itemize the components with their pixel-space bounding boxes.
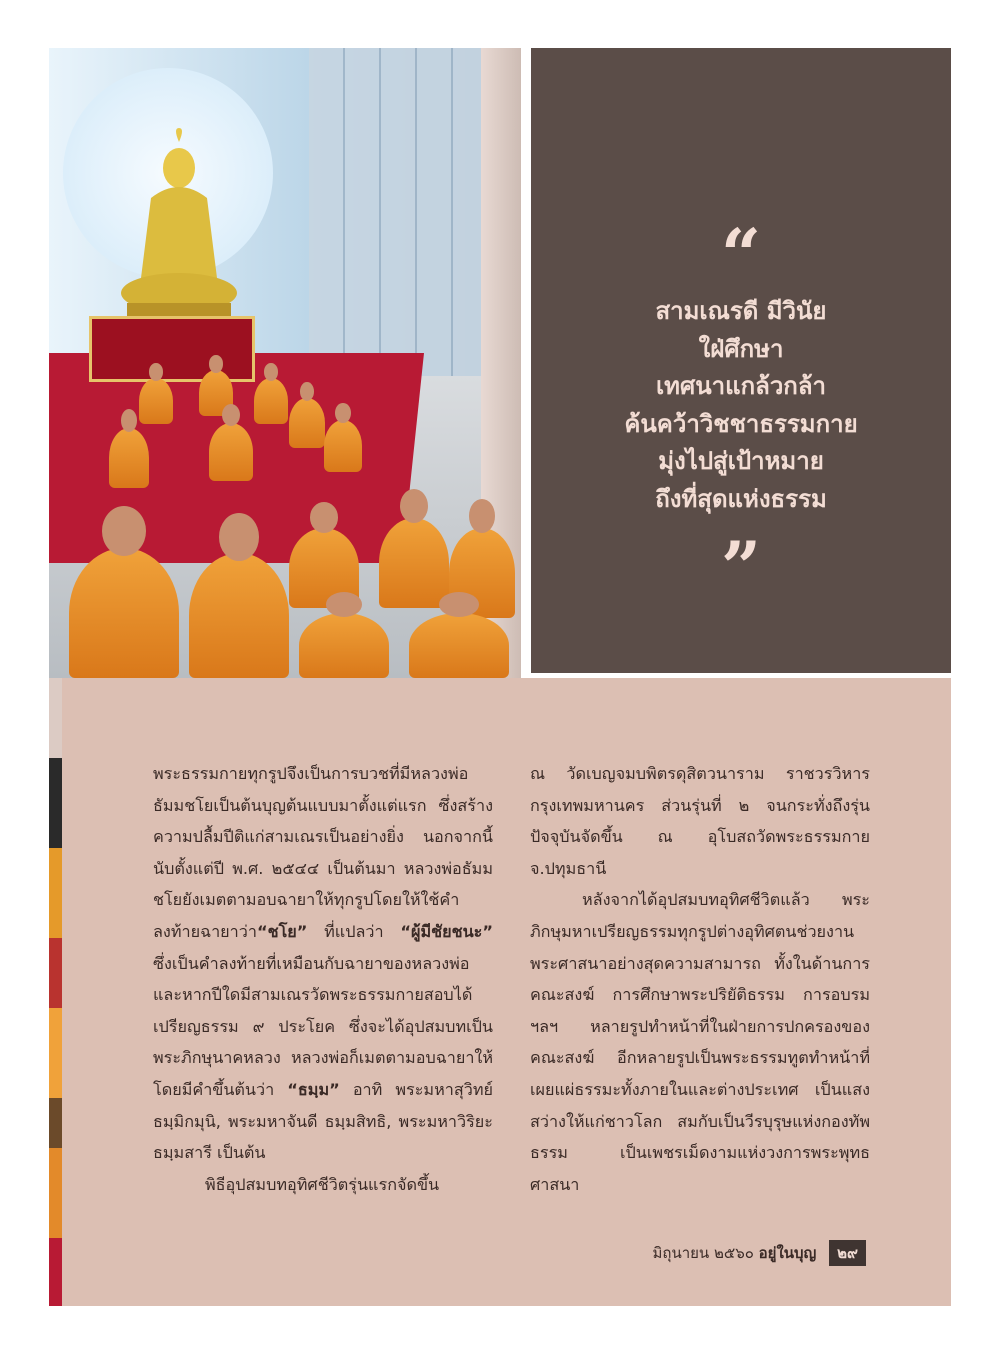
monk: [209, 423, 253, 481]
open-quote-mark: “: [720, 213, 762, 296]
text-run: อาทิ พระมหาสุวิทย์ ธมฺมิกมุนิ, พระมหาจันดี ธมฺมสิทธิ, พระมหาวิริยะ ธมฺมสารี เป็นต้น: [153, 1079, 493, 1163]
page-number: ๒๙: [829, 1240, 866, 1266]
issue-date: มิถุนายน ๒๕๖๐: [652, 1244, 754, 1262]
monk: [69, 548, 179, 678]
monk: [324, 420, 362, 472]
bold-term: “ธมฺม”: [287, 1079, 340, 1099]
golden-buddha-statue: [119, 128, 239, 328]
bold-term: “ผู้มีชัยชนะ”: [400, 921, 493, 941]
monk: [109, 428, 149, 488]
bold-term: “ชโย”: [256, 921, 308, 941]
article-paragraph: หลังจากได้อุปสมบทอุทิศชีวิตแล้ว พระภิกษุมหาเปรียญธรรมทุกรูปต่างอุทิศตนช่วยงานพระศาสนาอย่างสุดความสามารถ ทั้งในด้านการคณะสงฆ์ การศึกษาพระปริยัติธรรม การอบรม ฯลฯ หลายรูปทำหน้าที่ในฝ่ายการปกครองของคณะสงฆ์ อีกหลายรูปเป็นพระธรรมทูตทำหน้าที่เผยแผ่ธรรมะทั้งภายในและต่างประเทศ เป็นแสงสว่างให้แก่ชาวโลก สมกับเป็นวีรบุรุษแห่งกองทัพธรรม เป็นเพชรเม็ดงามแห่งวงการพระพุทธศาสนา: [530, 890, 870, 1194]
altar-table: [89, 316, 255, 382]
article-column-left: [153, 758, 493, 1200]
text-run: ซึ่งเป็นคำลงท้ายที่เหมือนกับฉายาของหลวงพ่อ และหากปีใดมีสามเณรวัดพระธรรมกายสอบได้เปรียญธรรม ๙ ประโยค ซึ่งจะได้อุปสมบทเป็นพระภิกษุนาคหลวง หลวงพ่อก็เมตตามอบฉายาให้ โดยมีคำขึ้นต้นว่า: [153, 953, 493, 1099]
pull-quote-box: [531, 48, 951, 673]
ordination-hall-photo: [49, 48, 521, 678]
text-run: พระธรรมกายทุกรูปจึงเป็นการบวชที่มีหลวงพ่อธัมมชโยเป็นต้นบุญต้นแบบมาตั้งแต่แรก ซึ่งสร้างความปลื้มปีติแก่สามเณรเป็นอย่างยิ่ง นอกจากนี้ นับตั้งแต่ปี พ.ศ. ๒๕๔๔ เป็นต้นมา หลวงพ่อธัมมชโยยังเมตตามอบฉายาให้ทุกรูปโดยให้ใช้คำลงท้ายฉายาว่า: [153, 764, 493, 941]
close-quote-mark: ”: [720, 526, 762, 609]
monk: [289, 398, 325, 448]
monk: [139, 378, 173, 424]
monk: [254, 378, 288, 424]
monk: [379, 518, 449, 608]
monk: [409, 613, 509, 678]
article-paragraph: พิธีอุปสมบทอุทิศชีวิตรุ่นแรกจัดขึ้น: [205, 1174, 440, 1194]
text-run: ที่แปลว่า: [307, 921, 401, 941]
quote-line: มุ่งไปสู่เป้าหมาย: [658, 447, 824, 475]
monk: [189, 553, 289, 678]
quote-line: สามเณรดี มีวินัย: [655, 297, 827, 325]
article-paragraph: [153, 758, 493, 1169]
page-footer: [540, 1240, 866, 1264]
quote-line: ถึงที่สุดแห่งธรรม: [655, 484, 827, 513]
quote-line: ใฝ่ศึกษา: [698, 334, 784, 363]
article-paragraph: ณ วัดเบญจมบพิตรดุสิตวนาราม ราชวรวิหาร กรุงเทพมหานคร ส่วนรุ่นที่ ๒ จนกระทั่งถึงรุ่นปัจจุบันจัดขึ้น ณ อุโบสถวัดพระธรรมกาย จ.ปทุมธานี: [530, 764, 870, 878]
article-column-right: [530, 758, 870, 1200]
photo-edge-strip: [49, 678, 63, 1306]
pull-quote-text: [531, 293, 951, 518]
magazine-name: อยู่ในบุญ: [758, 1244, 817, 1262]
monk: [299, 613, 389, 678]
quote-line: เทศนาแกล้วกล้า: [655, 372, 827, 400]
quote-line: ค้นคว้าวิชชาธรรมกาย: [624, 409, 858, 438]
